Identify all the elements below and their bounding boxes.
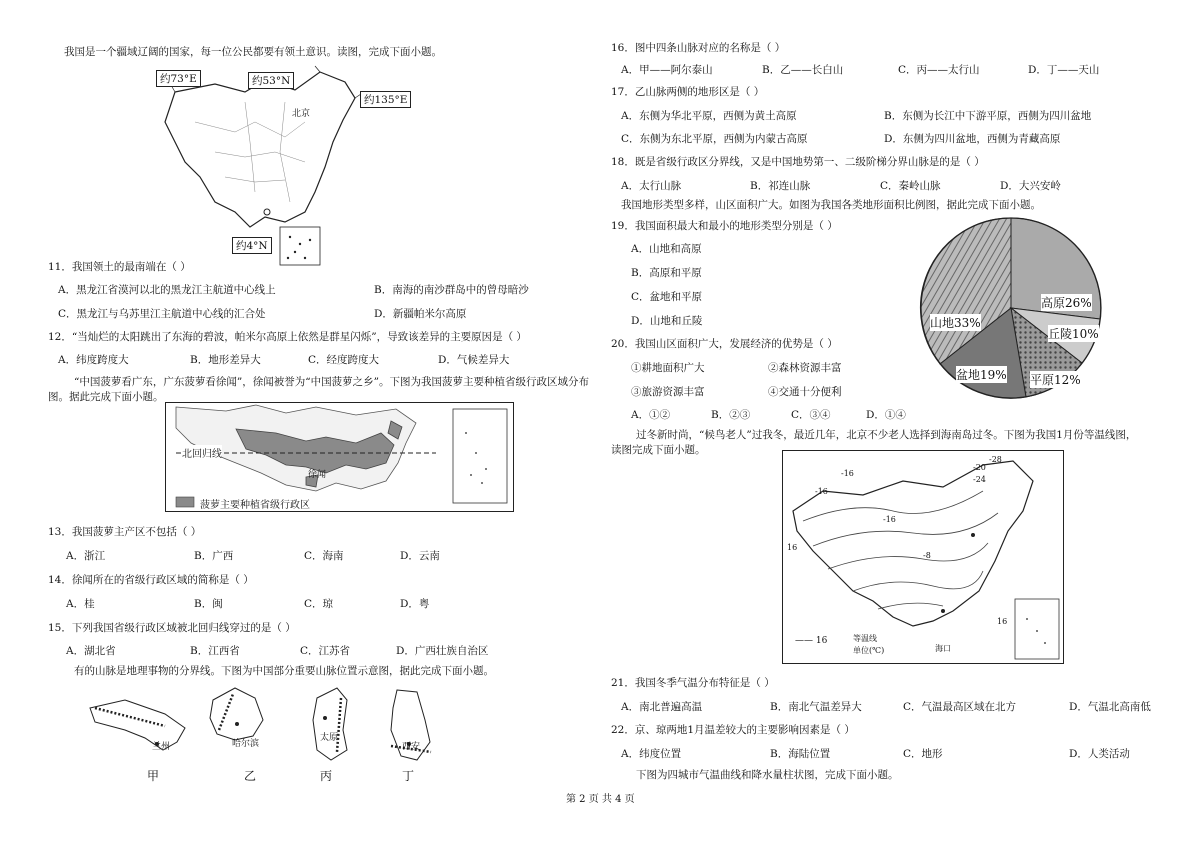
iso-label-m16b: -16 (815, 487, 828, 496)
q22-option-c: C．地形 (903, 748, 943, 760)
q21-option-c: C．气温最高区域在北方 (903, 701, 1017, 713)
label-73e: 约73°E (156, 70, 201, 87)
q15-option-c: C．江苏省 (300, 645, 351, 657)
q11-option-a: A．黑龙江省漠河以北的黑龙江主航道中心线上 (58, 284, 276, 296)
intro-pineapple-1: “中国菠萝看广东，广东菠萝看徐闻”，徐闻被誉为“中国菠萝之乡”。下图为我国菠萝主要种植省级行政区域分布 (74, 376, 589, 388)
pie-label-pendi: 盆地19% (956, 368, 1007, 382)
q20-item-4: ④交通十分便利 (768, 386, 842, 398)
q19-option-d: D．山地和丘陵 (631, 315, 703, 327)
intro-four-cities: 下图为四城市气温曲线和降水量柱状图，完成下面小题。 (636, 769, 899, 781)
q16-option-d: D．丁——天山 (1028, 64, 1100, 76)
q14-option-b: B．闽 (194, 598, 223, 610)
intro-mountains: 有的山脉是地理事物的分界线。下图为中国部分重要山脉位置示意图，据此完成下面小题。 (74, 665, 494, 677)
intro-migratory-1: 过冬新时尚，“候鸟老人”过我冬，最近几年，北京不少老人选择到海南岛过冬。下图为我国1月份等温线图， (636, 429, 1137, 441)
label-yi: 乙 (244, 769, 257, 783)
iso-label-m24: -24 (973, 475, 986, 484)
q14-option-d: D．粤 (400, 598, 430, 610)
pie-label-gaoyuan: 高原26% (1041, 296, 1092, 310)
q18-option-b: B．祁连山脉 (750, 180, 811, 192)
q18-stem: 18．既是省级行政区分界线，又是中国地势第一、二级阶梯分界山脉是的是（ ） (611, 156, 985, 168)
q20-option-a: A．①② (631, 409, 671, 421)
q13-option-b: B．广西 (194, 550, 234, 562)
q21-option-b: B．南北气温差异大 (770, 701, 862, 713)
q22-stem: 22．京、琼两地1月温差较大的主要影响因素是（ ） (611, 724, 855, 736)
q12-option-b: B．地形差异大 (190, 354, 261, 366)
q20-item-3: ③旅游资源丰富 (631, 386, 705, 398)
iso-label-16a: 16 (787, 543, 798, 552)
q20-option-b: B．②③ (711, 409, 751, 421)
q22-option-a: A．纬度位置 (621, 748, 682, 760)
q18-option-c: C．秦岭山脉 (880, 180, 941, 192)
pie-label-shandi: 山地33% (930, 316, 981, 330)
q16-option-b: B．乙——长白山 (762, 64, 844, 76)
january-isotherm-map (782, 450, 1064, 664)
q17-option-d: D．东侧为四川盆地，西侧为青藏高原 (884, 133, 1061, 145)
label-135e: 约135°E (360, 91, 411, 108)
q20-stem: 20．我国山区面积广大，发展经济的优势是（ ） (611, 338, 838, 350)
q12-option-c: C．经度跨度大 (308, 354, 380, 366)
label-beijing: 北京 (292, 109, 311, 119)
q12-stem: 12．“当灿烂的太阳跳出了东海的碧波，帕米尔高原上依然是群星闪烁”，导致该差异的主要原因是（ ） (48, 331, 527, 343)
pie-label-pingyuan: 平原12% (1030, 373, 1081, 387)
iso-legend-line: —— 16 (795, 636, 828, 646)
q16-option-c: C．丙——太行山 (898, 64, 980, 76)
legend-pineapple: 菠萝主要种植省级行政区 (200, 500, 310, 511)
label-bing: 丙 (320, 769, 333, 783)
intro-territory: 我国是一个疆域辽阔的国家，每一位公民都要有领土意识。读图，完成下面小题。 (64, 46, 442, 58)
q12-option-d: D．气候差异大 (438, 354, 510, 366)
label-53n: 约53°N (248, 72, 294, 89)
label-jia: 甲 (147, 769, 160, 783)
q14-option-a: A．桂 (66, 598, 95, 610)
q16-option-a: A．甲——阿尔泰山 (621, 64, 713, 76)
label-4n: 约4°N (232, 237, 272, 254)
q15-stem: 15．下列我国省级行政区域被北回归线穿过的是（ ） (48, 622, 296, 634)
label-tropic-cancer: 北回归线 (182, 445, 222, 460)
q16-stem: 16．图中四条山脉对应的名称是（ ） (611, 42, 786, 54)
mountain-diagrams (85, 680, 435, 770)
label-haerbin: 哈尔滨 (232, 739, 260, 749)
label-xian: 西安 (402, 742, 421, 752)
page-footer: 第 2 页 共 4 页 (566, 794, 635, 805)
q15-option-a: A．湖北省 (66, 645, 116, 657)
intro-migratory-2: 读图完成下面小题。 (611, 444, 706, 456)
q21-option-a: A．南北普遍高温 (621, 701, 703, 713)
intro-pineapple-2: 图。据此完成下面小题。 (48, 391, 164, 403)
q18-option-a: A．太行山脉 (621, 180, 682, 192)
q13-option-d: D．云南 (400, 550, 440, 562)
q13-option-a: A．浙江 (66, 550, 106, 562)
q22-option-d: D．人类活动 (1069, 748, 1130, 760)
pie-label-qiuling: 丘陵10% (1048, 327, 1099, 341)
iso-label-m28: -28 (989, 455, 1002, 464)
label-xuwen: 徐闻 (308, 470, 327, 480)
q15-option-d: D．广西壮族自治区 (396, 645, 489, 657)
q13-option-c: C．海南 (304, 550, 344, 562)
q19-stem: 19．我国面积最大和最小的地形类型分别是（ ） (611, 220, 838, 232)
iso-legend-unit: 单位(℃) (853, 646, 885, 655)
q19-option-b: B．高原和平原 (631, 267, 702, 279)
q19-option-c: C．盆地和平原 (631, 291, 703, 303)
q21-stem: 21．我国冬季气温分布特征是（ ） (611, 677, 775, 689)
q17-option-b: B．东侧为长江中下游平原，西侧为四川盆地 (884, 110, 1092, 122)
q17-option-a: A．东侧为华北平原，西侧为黄土高原 (621, 110, 797, 122)
q12-option-a: A．纬度跨度大 (58, 354, 129, 366)
iso-label-16b: -16 (883, 515, 896, 524)
q11-option-b: B．南海的南沙群岛中的曾母暗沙 (374, 284, 529, 296)
iso-label-m8: -8 (923, 551, 931, 560)
label-ding: 丁 (402, 769, 415, 783)
q20-item-1: ①耕地面积广大 (631, 362, 705, 374)
q11-stem: 11．我国领土的最南端在（ ） (48, 261, 191, 273)
q20-option-d: D．①④ (866, 409, 906, 421)
pineapple-map (165, 402, 514, 512)
q17-option-c: C．东侧为东北平原，西侧为内蒙古高原 (621, 133, 808, 145)
iso-label-m20: -20 (973, 463, 986, 472)
q15-option-b: B．江西省 (190, 645, 240, 657)
iso-legend-title: 等温线 (853, 634, 877, 643)
q11-option-d: D．新疆帕米尔高原 (374, 308, 467, 320)
intro-terrain: 我国地形类型多样，山区面积广大。如图为我国各类地形面积比例图，据此完成下面小题。 (621, 199, 1041, 211)
label-lanzhou: 兰州 (152, 742, 171, 752)
q20-item-2: ②森林资源丰富 (768, 362, 842, 374)
q20-option-c: C．③④ (791, 409, 831, 421)
q22-option-b: B．海陆位置 (770, 748, 831, 760)
q19-option-a: A．山地和高原 (631, 243, 702, 255)
q21-option-d: D．气温北高南低 (1069, 701, 1151, 713)
q14-option-c: C．琼 (304, 598, 334, 610)
iso-label-16c: 16 (997, 617, 1008, 626)
q17-stem: 17．乙山脉两侧的地形区是（ ） (611, 86, 765, 98)
q11-option-c: C．黑龙江与乌苏里江主航道中心线的汇合处 (58, 308, 266, 320)
iso-label-m16a: -16 (841, 469, 854, 478)
q18-option-d: D．大兴安岭 (1000, 180, 1061, 192)
q13-stem: 13．我国菠萝主产区不包括（ ） (48, 526, 202, 538)
q14-stem: 14．徐闻所在的省级行政区域的简称是（ ） (48, 574, 254, 586)
label-taiyuan: 太原 (320, 733, 339, 743)
iso-label-haikou: 海口 (935, 644, 951, 653)
